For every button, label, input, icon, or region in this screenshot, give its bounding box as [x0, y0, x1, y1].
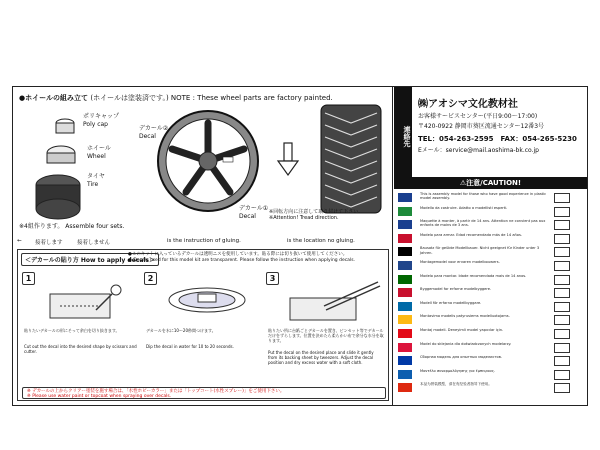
four-sets-note: ※4組作ります。 Assemble four sets. [19, 223, 125, 230]
decal-step-3: 3 貼りたい所に台紙ごとデカールを置き、ピンセット等でデカールだけをずらします。位置を決めたら柔らかい布で余分な水分を取ります。 Put the decal on the desired place and slide it gently from its backing sheet by tweezers. Adjust the decal position and dry excess water with a soft cloth. [268, 274, 384, 365]
age-warning-icon [554, 383, 570, 393]
flag-icon [398, 234, 412, 243]
age-warning-icon [554, 220, 570, 230]
glue-jp: 接着します [35, 240, 63, 246]
age-warning-icon [554, 193, 570, 203]
rotation-note: ※回転方向に注意して取り付けて下さい。 ※Attention! Tread direction. [269, 209, 364, 221]
flag-icon [398, 302, 412, 311]
email: Eメール：service@mail.aoshima-bk.co.jp [418, 147, 539, 154]
decal2-label: デカール② Decal [139, 125, 169, 140]
wheel-label: ホイール Wheel [87, 145, 111, 160]
age-warning-icon [554, 275, 570, 285]
flag-icon [398, 356, 412, 365]
age-warning-icon [554, 247, 570, 257]
caution-text: 本品为拼装模型，请在有经验者指导下使用。 [420, 382, 492, 387]
flag-icon [398, 383, 412, 392]
poly-cap-label: ポリキャップ Poly cap [83, 113, 120, 128]
age-warning-icon [554, 315, 570, 325]
caution-text: Byggemodel for erfarne modelbyggere. [420, 287, 492, 292]
decal-step-2: 2 デカールを水に10～20秒間つけます。 Dip the decal in water for 10 to 20 seconds. [144, 272, 262, 382]
step-number: 2 [144, 272, 157, 285]
caution-text: Montagemodel voor ervaren modelbouwers. [420, 260, 500, 264]
stepnum-icon: ● [19, 94, 26, 102]
age-warning-icon [554, 370, 570, 380]
noglue-en: is the location no gluing. [287, 238, 355, 244]
noglue-jp: 接着しません [77, 240, 111, 246]
assembly-panel [13, 87, 393, 405]
decal-step-1: 1 貼りたいデカールの形にそって余白を切り抜きます。 Cut out the decal into the desired shape by scissors and cutter. [24, 274, 137, 354]
decal-howto-title: ＜デカールの貼り方 How to apply decals＞ [21, 253, 159, 266]
age-warning-icon [554, 207, 570, 217]
decal-howto [17, 249, 389, 401]
caution-text: Maquette à monter, à partir de 14 ans. Attention ne convient pas aux enfants de moins de 3 ans. [420, 219, 546, 228]
age-warning-icon [554, 343, 570, 353]
caution-text: Modelo para montar. Idade recomendada mais de 14 anos. [420, 273, 527, 278]
contact-tab: 連絡先 [394, 87, 412, 177]
flag-icon [398, 207, 412, 216]
flag-icon [398, 343, 412, 352]
caution-text: Bausatz für geübte Modellbauer. Nicht geeignet für Kinder unter 3 Jahren. [420, 246, 540, 255]
tire-label: タイヤ Tire [87, 173, 105, 188]
age-warning-icon [554, 302, 570, 312]
caution-text: This is assembly model for those who have good experience in plastic model assembly. [420, 192, 547, 201]
glue-legend: ← 接着します 接着しません is the instruction of gluing. is the location no gluing. [17, 238, 355, 246]
caution-text: Μοντέλο συναρμολόγησης για έμπειρους. [420, 368, 496, 373]
flag-icon [398, 193, 412, 202]
decal-howto-note: ●このキットに入っているデカールは透明ニスを使用しています。貼る際には切り抜いて使用してください。 ● Decals used for this model kit are transparent. Please follow the instruction when applying decals. [128, 252, 355, 263]
flag-icon [398, 288, 412, 297]
step-number: 3 [266, 272, 279, 285]
flag-icon [398, 329, 412, 338]
caution-heading: ⚠注意/CAUTION! [394, 177, 587, 189]
decal1-label: デカール① Decal [239, 205, 269, 220]
assembly-title: ●ホイールの組み立て (ホイールは塗装済です。) NOTE : These wheel parts are factory painted. [19, 94, 333, 102]
step-number: 1 [22, 272, 35, 285]
company-name: ㈱アオシマ文化教材社 [418, 99, 518, 110]
instruction-sheet [12, 86, 588, 406]
flag-icon [398, 315, 412, 324]
service-hours: お客様サービスセンター(平日9:00～17:00) [418, 113, 538, 120]
caution-text: Modell för erfarna modellbyggare. [420, 300, 482, 305]
age-warning-icon [554, 261, 570, 271]
clear-coat-warning: ※ デカールの上からクリアー塗装を施す場合は、「水性ホビーカラー」または「トップコート(水性スプレー)」をご使用下さい。 ※ Please use water paint or topcoat when spraying over decals. [22, 387, 386, 399]
flag-icon [398, 275, 412, 284]
caution-text: Montaj modeli. Deneyimli model yapıcılar için. [420, 328, 504, 332]
caution-text: Modello da costruire. Adatto a modellisti esperti. [420, 205, 508, 210]
scissors-icon [40, 276, 130, 326]
age-warning-icon [554, 329, 570, 339]
tire-tread-icon [321, 105, 381, 213]
age-warning-icon [554, 234, 570, 244]
flag-icon [398, 247, 412, 256]
caution-text: Сборная модель для опытных моделистов. [420, 355, 503, 360]
caution-text: Modelo para armar. Edad recomendada más de 14 años. [420, 232, 523, 237]
caution-text: Montavimo modelis patyrusiems modeliuotojams. [420, 314, 510, 319]
address: 〒420-0922 静岡市葵区流通センター12番3号 [418, 123, 545, 130]
phone-fax: TEL：054-263-2595 FAX：054-265-5230 [418, 135, 577, 143]
flag-icon [398, 220, 412, 229]
flag-icon [398, 370, 412, 379]
flag-icon [398, 261, 412, 270]
assembly-title-note: (ホイールは塗装済です。) NOTE : These wheel parts are factory painted. [90, 94, 333, 102]
water-bowl-icon [162, 278, 252, 326]
caution-text: Model do sklejania dla doświadczonych modelarzy. [420, 341, 512, 346]
age-warning-icon [554, 288, 570, 298]
contact-panel [394, 87, 587, 405]
tweezers-icon [284, 276, 382, 326]
age-warning-icon [554, 356, 570, 366]
tread-direction-arrow-icon [278, 143, 298, 175]
glue-en: is the instruction of gluing. [167, 238, 241, 244]
